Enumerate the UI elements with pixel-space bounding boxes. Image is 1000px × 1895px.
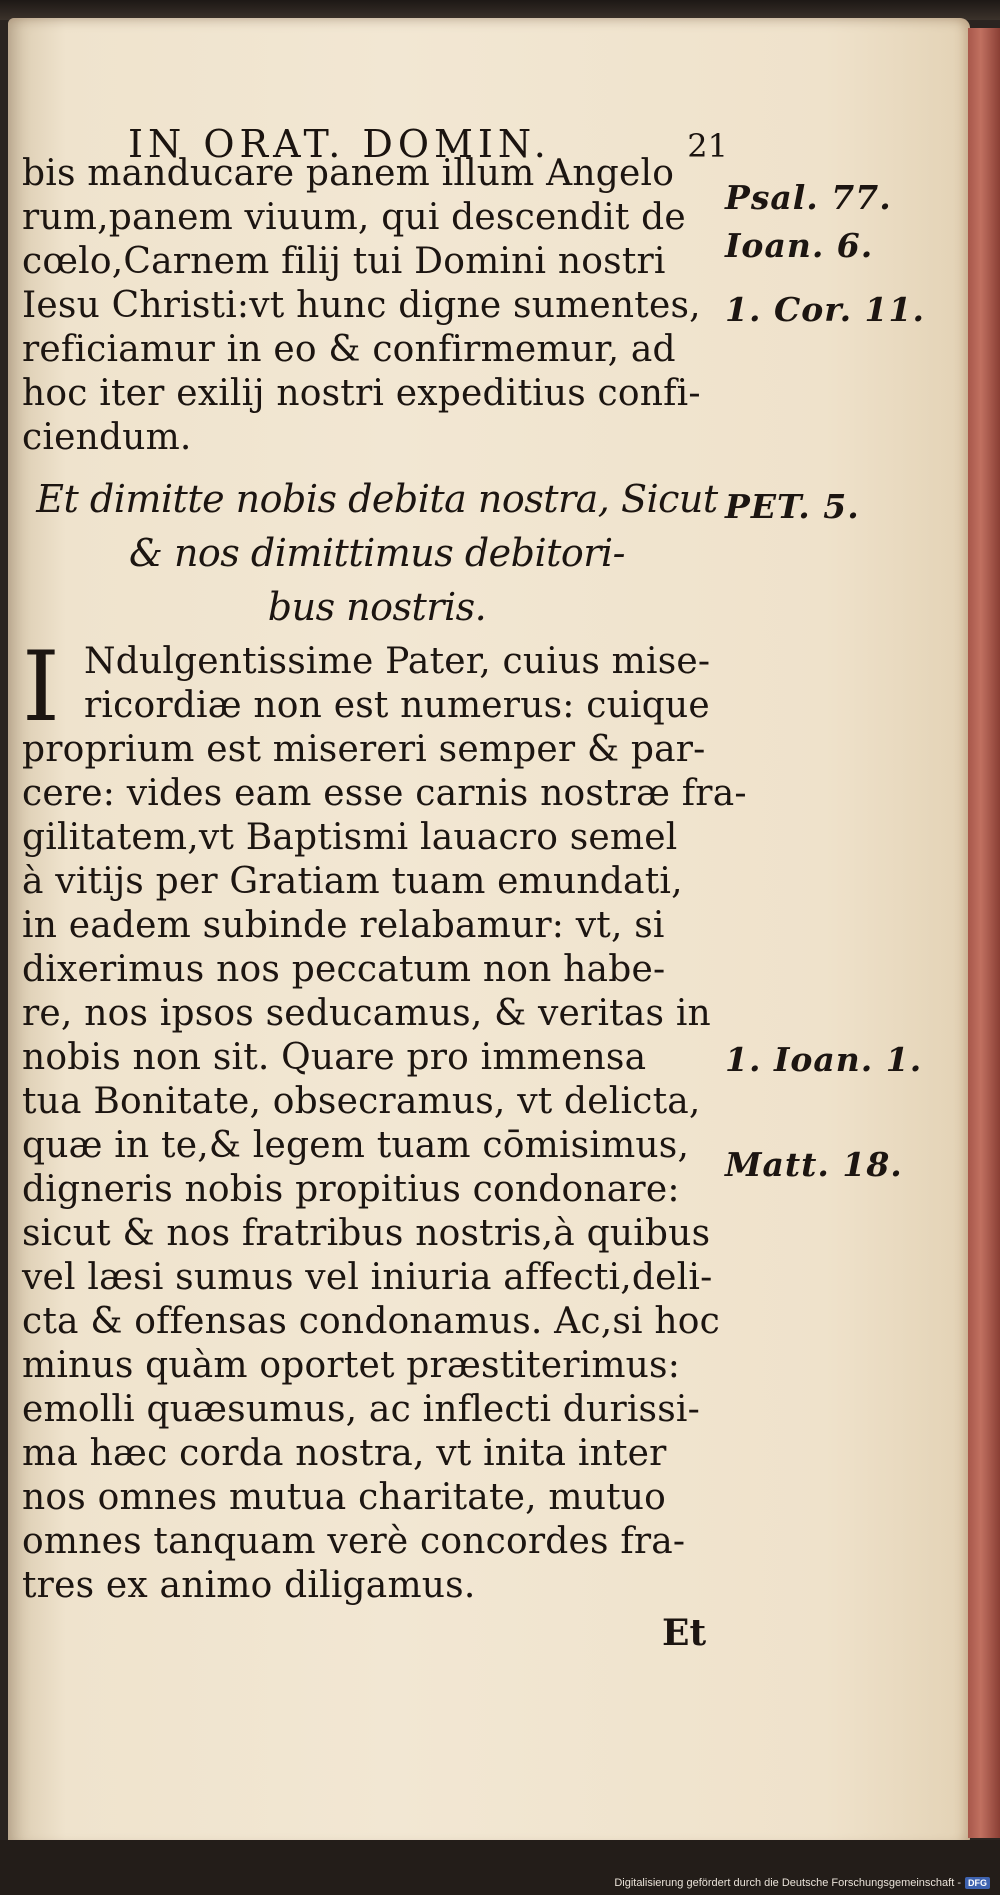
page-number: 21 (687, 127, 728, 165)
text-line: proprium est misereri semper & par- (22, 729, 706, 770)
heading-line: bus nostris. (267, 585, 487, 629)
text-line: rum,panem viuum, qui descendit de (22, 197, 686, 238)
drop-cap: I (22, 631, 60, 743)
section-heading (22, 472, 732, 634)
text-line: Iesu Christi:vt hunc digne sumentes, (22, 285, 701, 326)
digitization-credit (614, 1877, 990, 1889)
text-line: emolli quæsumus, ac inflecti durissi- (22, 1389, 700, 1430)
margin-note-corinthians: 1. Cor. 11. (725, 290, 925, 329)
text-line: nos omnes mutua charitate, mutuo (22, 1477, 667, 1518)
text-line: re, nos ipsos seducamus, & veritas in (22, 993, 711, 1034)
heading-line: Et dimitte nobis debita nostra, Sicut (36, 477, 718, 521)
margin-note-peter: PET. 5. (725, 487, 860, 526)
text-line: gilitatem,vt Baptismi lauacro semel (22, 817, 678, 858)
margin-notes (725, 0, 970, 1800)
text-line: minus quàm oportet præstiterimus: (22, 1345, 681, 1386)
text-line: nobis non sit. Quare pro immensa (22, 1037, 647, 1078)
margin-note-matthew: Matt. 18. (725, 1145, 903, 1184)
heading-line: & nos dimittimus debitori- (129, 531, 625, 575)
text-line: bis manducare panem illum Angelo (22, 153, 675, 194)
margin-note-psalm: Psal. 77. (725, 178, 892, 217)
running-title: IN ORAT. DOMIN. (128, 122, 551, 166)
text-line: sicut & nos fratribus nostris,à quibus (22, 1213, 711, 1254)
text-line: vel læsi sumus vel iniuria affecti,deli- (22, 1257, 713, 1298)
credit-text: Digitalisierung gefördert durch die Deutsche Forschungsgemeinschaft - (614, 1877, 961, 1889)
text-line: reficiamur in eo & confirmemur, ad (22, 329, 676, 370)
text-line: ma hæc corda nostra, vt inita inter (22, 1433, 667, 1474)
text-line: Ndulgentissime Pater, cuius mise- (84, 641, 711, 682)
dfg-logo: DFG (965, 1877, 990, 1889)
text-line: tres ex animo diligamus. (22, 1565, 476, 1606)
prayer-paragraph (22, 631, 747, 1608)
text-line: hoc iter exilij nostri expeditius confi- (22, 373, 701, 414)
text-block (22, 152, 747, 1608)
paragraph-continuation (22, 152, 732, 460)
text-line: ciendum. (22, 417, 192, 458)
text-line: in eadem subinde relabamur: vt, si (22, 905, 665, 946)
margin-note-first-john: 1. Ioan. 1. (725, 1040, 923, 1079)
text-line: cta & offensas condonamus. Ac,si hoc (22, 1301, 721, 1342)
text-line: à vitijs per Gratiam tuam emundati, (22, 861, 683, 902)
text-line: cere: vides eam esse carnis nostræ fra- (22, 773, 747, 814)
text-line: dixerimus nos peccatum non habe- (22, 949, 666, 990)
text-line: omnes tanquam verè concordes fra- (22, 1521, 686, 1562)
margin-note-john: Ioan. 6. (725, 226, 874, 265)
text-line: quæ in te,& legem tuam cōmisimus, (22, 1125, 690, 1166)
text-line: ricordiæ non est numerus: cuique (84, 685, 710, 726)
book-edge (968, 28, 1000, 1838)
catchword: Et (662, 1612, 707, 1654)
text-line: tua Bonitate, obsecramus, vt delicta, (22, 1081, 701, 1122)
text-line: digneris nobis propitius condonare: (22, 1169, 680, 1210)
text-line: cœlo,Carnem filij tui Domini nostri (22, 241, 666, 282)
